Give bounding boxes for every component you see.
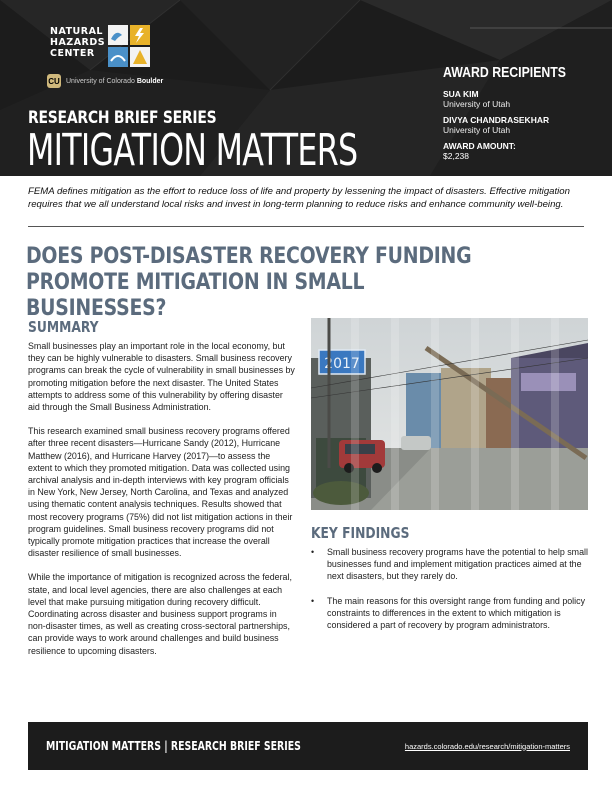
summary-body — [28, 340, 296, 669]
series-label: RESEARCH BRIEF SERIES — [28, 108, 217, 128]
header-band — [0, 0, 612, 176]
nhc-logo-wordmark: NATURAL HAZARDS CENTER — [50, 26, 106, 59]
page-title: MITIGATION MATTERS — [27, 125, 358, 176]
summary-paragraph: Small businesses play an important role in the local economy, but they can be highly vulnerable to disasters. Small business recovery programs can break the cycle of vulnerability in small businesses by promoting mitigation before the next disaster. The United States attempts to address some of this vulnerability by offering disaster aid through the Small Business Administration. — [28, 341, 295, 413]
bullet-icon: • — [311, 595, 315, 606]
intro-statement: FEMA defines mitigation as the effort to reduce loss of life and property by lessening the impact of disasters. Effective mitigation requires that we all understand local risks and invest in long-term planning to reduce risks and enhance community well-being. — [28, 186, 570, 210]
cu-campus-name: Boulder — [136, 77, 164, 85]
award-amount: $2,238 — [443, 151, 469, 161]
photo-illustration — [311, 318, 588, 510]
list-item — [311, 546, 589, 583]
finding-text: Small business recovery programs have the potential to help small businesses fund and implement mitigation practices aimed at the next disasters, but they rarely do. — [327, 547, 588, 582]
cu-university-name: University of Colorado — [66, 77, 135, 85]
recipient-name: DIVYA CHANDRASEKHAR — [443, 115, 550, 125]
award-amount-label: AWARD AMOUNT: — [443, 141, 516, 151]
summary-heading: SUMMARY — [28, 318, 99, 336]
footer-link[interactable]: hazards.colorado.edu/research/mitigation-matters — [404, 741, 570, 751]
footer-series-title: MITIGATION MATTERS | RESEARCH BRIEF SERIES — [46, 739, 301, 753]
award-block — [443, 64, 603, 161]
recipient-affiliation: University of Utah — [443, 99, 511, 109]
summary-paragraph: While the importance of mitigation is recognized across the federal, state, and local level agencies, there are also challenges at each level that make pursuing mitigation during recovery difficult. Coordinating across disaster and business support programs in non-disaster times, as well as creating cross-sectoral partnerships, can provide ways to work around challenges and build business resilience to upcoming disasters. — [28, 572, 292, 656]
cu-boulder-logo — [47, 74, 163, 88]
photo-sign-text: 2017 — [324, 356, 360, 372]
nhc-logo-hazard-icon — [108, 25, 150, 67]
finding-text: The main reasons for this oversight range from funding and policy constraints to differences in the extent to which mitigation is considered a part of recovery by program administrators. — [327, 595, 586, 631]
key-findings-list — [311, 546, 589, 643]
nhc-logo — [46, 22, 156, 70]
footer-band — [28, 722, 588, 770]
research-question: DOES POST-DISASTER RECOVERY FUNDING PROMOTE MITIGATION IN SMALL BUSINESSES? — [26, 243, 472, 321]
key-findings-heading: KEY FINDINGS — [311, 524, 410, 542]
recipient-name: SUA KIM — [443, 89, 479, 99]
bullet-icon: • — [311, 547, 315, 557]
list-item — [311, 595, 589, 632]
summary-paragraph: This research examined small business recovery programs offered after three recent disasters—Hurricane Sandy (2012), Hurricane Matthew (2016), and Hurricane Harvey (2017)—to assess the extent to which they promoted mitigation. Data was collected using archival analysis and in-depth interviews with key program officials in New York, New Jersey, North Carolina, and Texas and analyzed using thematic content analysis techniques. Results showed that most recovery programs (75%) did not list mitigation actions in their program guidelines. Small business recovery programs did not typically promote mitigation practices that increase the overall disaster resilience of small businesses. — [28, 426, 293, 559]
award-heading: AWARD RECIPIENTS — [443, 64, 567, 81]
recipient-affiliation: University of Utah — [443, 125, 511, 135]
divider — [28, 226, 584, 227]
cu-icon: CU — [47, 74, 61, 88]
hurricane-damage-photo — [311, 318, 588, 510]
